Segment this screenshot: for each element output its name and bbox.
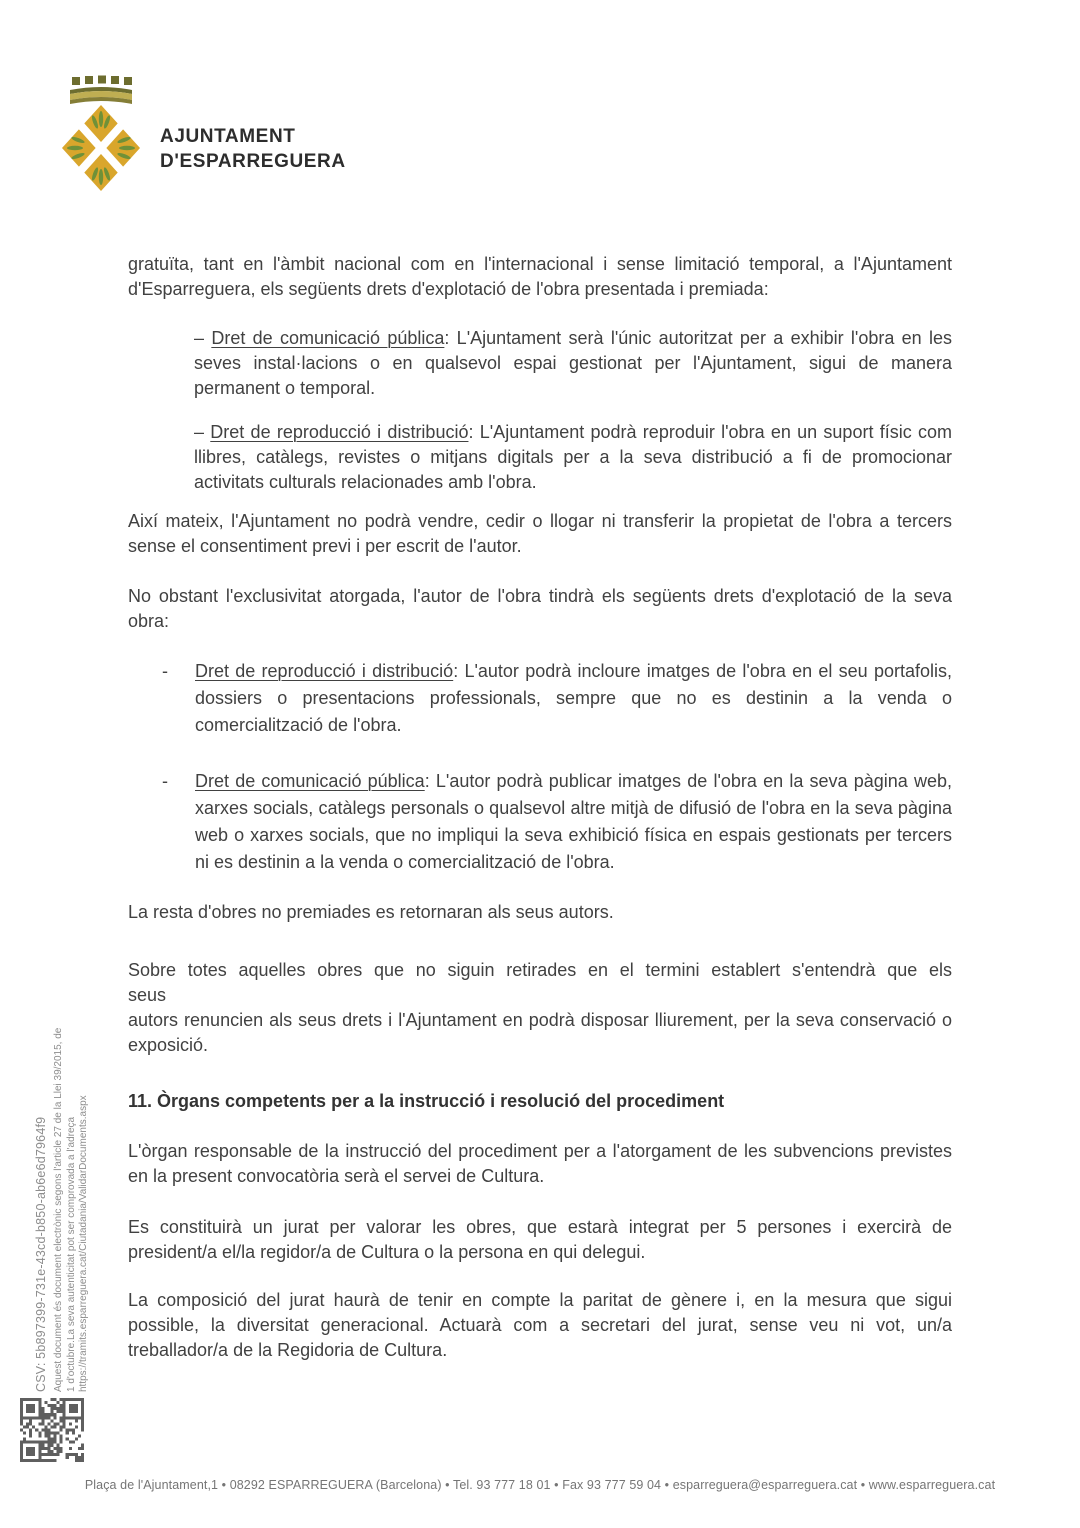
qr-code <box>20 1398 84 1462</box>
validation-note-line: 1 d'octubre.La seva autenticitat pot ser comprovada a l'adreça <box>65 1116 77 1392</box>
dash-marker: - <box>162 771 168 791</box>
bullet-text: : L'Ajuntament serà l'únic autoritzat per a exhibir l'obra en les seves instal·lacions o en qualsevol espai gestionat per l'Ajuntament, sigui de manera permanent o temporal. <box>194 328 953 398</box>
paragraph: Es constituirà un jurat per valorar les obres, que estarà integrat per 5 persones i exercirà de president/a el/la regidor/a de Cultura o la persona en qui delegui. <box>128 1217 952 1262</box>
dash-marker: – <box>194 422 211 442</box>
list-item <box>162 768 952 876</box>
paragraph-intro: gratuïta, tant en l'àmbit nacional com en l'internacional i sense limitació temporal, a l'Ajuntament d'Esparreguera, els següents drets d'explotació de l'obra presentada i premiada: <box>128 254 952 299</box>
validation-note-line: Aquest document és document electrònic segons l'article 27 de la Llei 39/2015, de <box>53 1027 64 1392</box>
underlined-term: Dret de reproducció i distribució <box>195 661 454 681</box>
paragraph: L'òrgan responsable de la instrucció del procediment per a l'atorgament de les subvencions previstes en la present convocatòria serà el servei de Cultura. <box>128 1141 952 1186</box>
org-name-line2: D'ESPARREGUERA <box>160 151 346 172</box>
coat-of-arms-icon <box>60 72 150 202</box>
footer-contact-line <box>0 1478 1080 1492</box>
paragraph: La composició del jurat haurà de tenir en compte la paritat de gènere i, en la mesura que sigui possible, la diversitat generacional. Actuarà com a secretari del jurat, sense veu ni vot, un/a treballador/a de la Regidoria de Cultura. <box>128 1290 952 1360</box>
underlined-term: Dret de reproducció i distribució <box>210 422 469 442</box>
org-name-line1: AJUNTAMENT <box>160 126 296 147</box>
list-item-text: : L'autor podrà incloure imatges de l'obra en el seu portafolis, dossiers o presentacions professionals, sempre que no es destinin a la venda o comercialització de l'obra. <box>195 661 952 735</box>
underlined-term: Dret de comunicació pública <box>195 771 425 791</box>
paragraph-line: seus <box>128 985 167 1005</box>
paragraph-line: Sobre totes aquelles obres que no siguin retirades en el termini establert s'entendrà que els <box>128 960 952 980</box>
paragraph: Així mateix, l'Ajuntament no podrà vendre, cedir o llogar ni transferir la propietat de l'obra a tercers sense el consentiment previ i per escrit de l'autor. <box>128 511 952 556</box>
bullet-text: : L'Ajuntament podrà reproduir l'obra en un suport físic com llibres, catàlegs, revistes o mitjans digitals per a la seva distribució a fi de promocionar activitats culturals relacionades amb l'obra. <box>194 422 952 492</box>
footer-text: Plaça de l'Ajuntament,1 • 08292 ESPARREGUERA (Barcelona) • Tel. 93 777 18 01 • Fax 93 777 59 04 • esparreguera@esparreguera.cat • www.esparreguera.cat <box>84 1478 996 1492</box>
org-name <box>160 124 346 174</box>
paragraph <box>128 958 952 1058</box>
bullet-item <box>194 420 952 495</box>
paragraph-text: autors renuncien als seus drets i l'Ajuntament en podrà disposar lliurement, per la seva conservació o exposició. <box>128 1010 952 1055</box>
paragraph: No obstant l'exclusivitat atorgada, l'autor de l'obra tindrà els següents drets d'explotació de la seva obra: <box>128 586 952 631</box>
list-item <box>162 658 952 739</box>
dash-marker: - <box>162 661 168 681</box>
bullet-item <box>194 326 952 401</box>
validation-url: https://tramits.esparreguera.cat/Ciutadania/ValidarDocuments.aspx <box>78 1095 89 1392</box>
dash-marker: – <box>194 328 212 348</box>
logo <box>60 72 480 212</box>
section-heading: 11. Òrgans competents per a la instrucció i resolució del procediment <box>128 1091 725 1111</box>
csv-sidebar <box>34 918 91 1392</box>
csv-code: CSV: 5b897399-731e-43cd-b850-ab6e6d7964f9 <box>34 1116 48 1392</box>
list-item-text: : L'autor podrà publicar imatges de l'obra en la seva pàgina web, xarxes socials, catàlegs personals o qualsevol altre mitjà de difusió de l'obra en la seva pàgina web o xarxes socials, que no impliqui la seva exhibició física en espais gestionats per tercers ni es destinin a la venda o comercialització de l'obra. <box>195 771 952 872</box>
paragraph: La resta d'obres no premiades es retornaran als seus autors. <box>128 902 614 922</box>
underlined-term: Dret de comunicació pública <box>211 328 445 348</box>
